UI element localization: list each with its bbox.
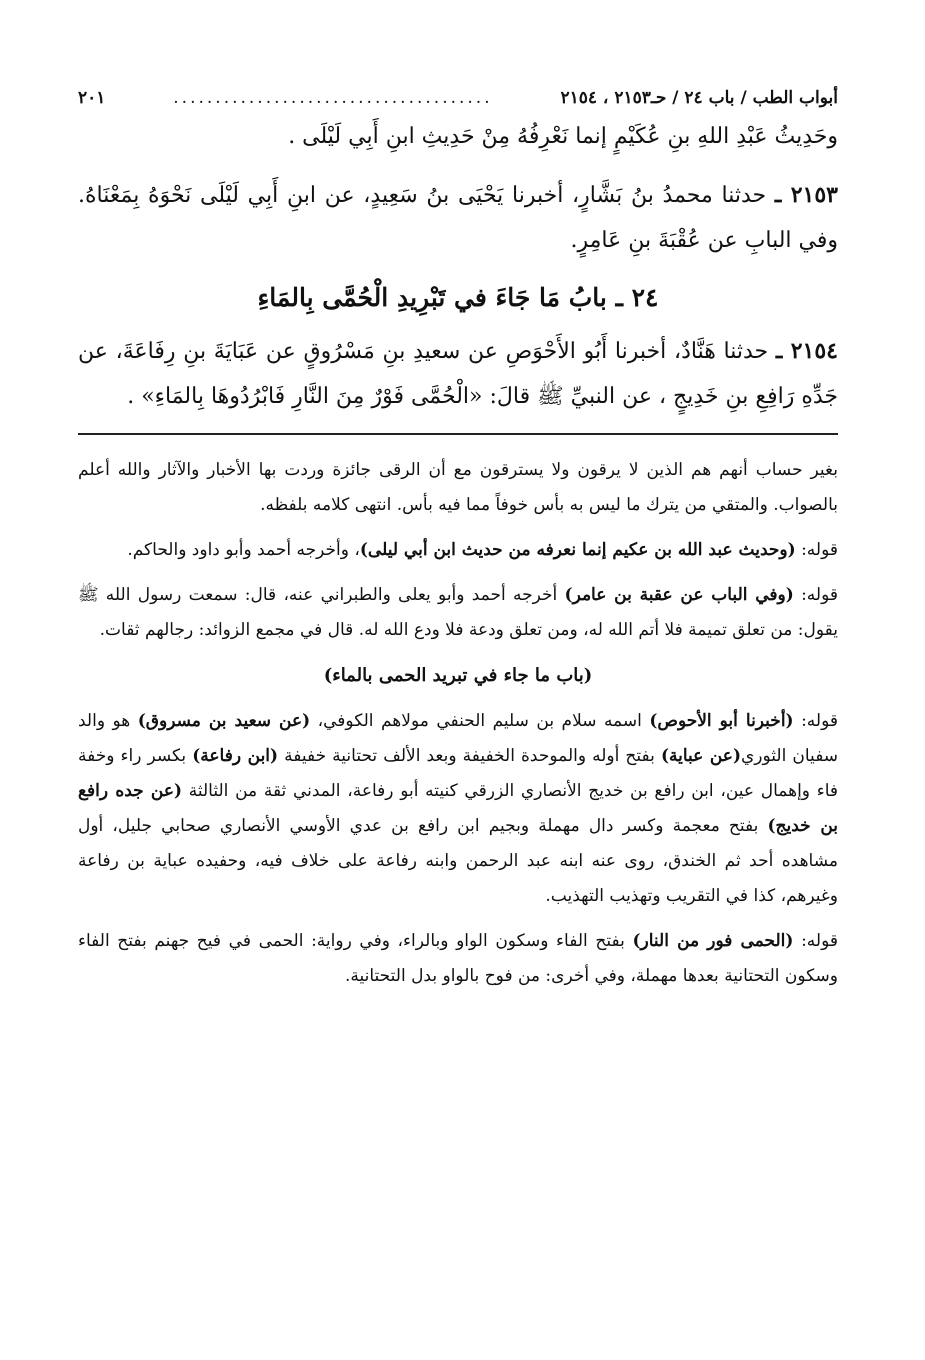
- main-line-abdullah-hadith: وحَدِيثُ عَبْدِ اللهِ بنِ عُكَيْمٍ إنما نَعْرِفُهُ مِنْ حَدِيثِ ابنِ أَبِي لَيْلَى .: [288, 124, 838, 149]
- header-section-title: أبواب الطب / باب ٢٤ / حـ٢١٥٣ ، ٢١٥٤: [560, 88, 838, 108]
- hadith-number-2154: ٢١٥٤ ـ: [775, 338, 838, 364]
- note-quote: (أخبرنا أبو الأحوص): [649, 711, 794, 731]
- hadith-number-2153: ٢١٥٣ ـ: [774, 182, 838, 208]
- chapter-title-24: ٢٤ ـ بابُ مَا جَاءَ في تَبْرِيدِ الْحُمَّى بِالمَاءِ: [257, 283, 659, 312]
- hadith-text-2153: حدثنا محمدُ بنُ بَشَّارٍ، أخبرنا يَحْيَى بنُ سَعِيدٍ، عن ابنِ أَبِي لَيْلَى نَحْوَهُ بِمَعْنَاهُ. وفي البابِ عن عُقْبَةَ بنِ عَامِرٍ.: [78, 183, 838, 253]
- commentary-paragraph-1: بغير حساب أنهم هم الذين لا يرقون ولا يسترقون مع أن الرقى جائزة وردت بها الأخبار والآثار والله أعلم بالصواب. والمتقي من يترك ما ليس به بأس خوفاً مما فيه بأس. انتهى كلامه بلفظه.: [78, 460, 838, 515]
- note-text: اسمه سلام بن سليم الحنفي مولاهم الكوفي،: [317, 711, 642, 731]
- note-text: ، وأخرجه أحمد وأبو داود والحاكم.: [127, 540, 360, 560]
- note-text: بكسر راء وخفة فاء وإهمال عين، ابن رافع بن خديج الأنصاري الزرقي كنيته أبو رفاعة، المدني ثقة من الثالثة: [78, 746, 839, 801]
- commentary-paragraph-4: [78, 704, 838, 914]
- note-text: أخرجه أحمد وأبو يعلى والطبراني عنه، قال: سمعت رسول الله ﷺ يقول: من تعلق تميمة فلا أتم الله له، ومن تعلق ودعة فلا ودع الله له. قال في مجمع الزوائد: رجالهم ثقات.: [78, 585, 838, 640]
- commentary-paragraph-3: [78, 578, 838, 648]
- note-text: بفتح معجمة وكسر دال مهملة وبجيم ابن رافع بن عدي الأوسي الأنصاري صحابي جليل، أول مشاهده أحد ثم الخندق، روى عنه ابنه عبد الرحمن وابنه رفاعة على خلاف فيه، وحفيده عباية بن رفاعة وغيرهم، كذا في التقريب وتهذيب التهذيب.: [78, 816, 838, 906]
- note-quote: (وفي الباب عن عقبة بن عامر): [564, 585, 794, 605]
- commentary-paragraph-2: [78, 533, 838, 568]
- note-text: بفتح أوله والموحدة الخفيفة وبعد الألف تحتانية خفيفة: [284, 746, 655, 766]
- note-text: بفتح الفاء وسكون الواو وبالراء، وفي رواية: الحمى في فيح جهنم بفتح الفاء وسكون التحتانية بعدها مهملة، وفي أخرى: من فوح بالواو بدل التحتانية.: [78, 931, 838, 986]
- hadith-2153: [78, 173, 838, 263]
- note-quote: (الحمى فور من النار): [632, 931, 794, 951]
- commentary-chapter-heading: (باب ما جاء في تبريد الحمى بالماء): [323, 665, 593, 686]
- hadith-text-2154: حدثنا هَنَّادٌ، أخبرنا أَبُو الأَحْوَصِ عن سعيدِ بنِ مَسْرُوقٍ عن عَبَايَةَ بنِ رِفَاعَةَ، عن جَدِّهِ رَافِعِ بنِ خَدِيجٍ ، عن النبيِّ ﷺ قالَ: «الْحُمَّى فَوْرٌ مِنَ النَّارِ فَابْرُدُوهَا بِالمَاءِ» .: [78, 339, 838, 409]
- note-quote: (وحديث عبد الله بن عكيم إنما نعرفه من حديث ابن أبي ليلى): [359, 540, 796, 560]
- note-text: هو والد سفيان الثوري: [78, 711, 839, 766]
- note-lead: قوله:: [801, 585, 839, 605]
- note-lead: قوله:: [801, 711, 839, 731]
- commentary-divider: [78, 433, 838, 435]
- note-lead: قوله:: [801, 931, 839, 951]
- note-quote: (عن سعيد بن مسروق): [137, 711, 311, 731]
- commentary: [78, 453, 838, 994]
- hadith-2154: [78, 329, 838, 419]
- running-header: [78, 84, 838, 114]
- note-quote: (عن جده رافع بن خديج): [78, 781, 838, 836]
- commentary-paragraph-5: [78, 924, 838, 994]
- note-quote: (عن عباية): [660, 746, 741, 766]
- page-number: ٢٠١: [78, 88, 106, 108]
- note-lead: قوله:: [801, 540, 838, 560]
- main-text: [78, 114, 838, 419]
- note-quote: (ابن رفاعة): [192, 746, 279, 766]
- book-page: [78, 84, 838, 1004]
- header-dot-leader: ......................................: [173, 88, 493, 108]
